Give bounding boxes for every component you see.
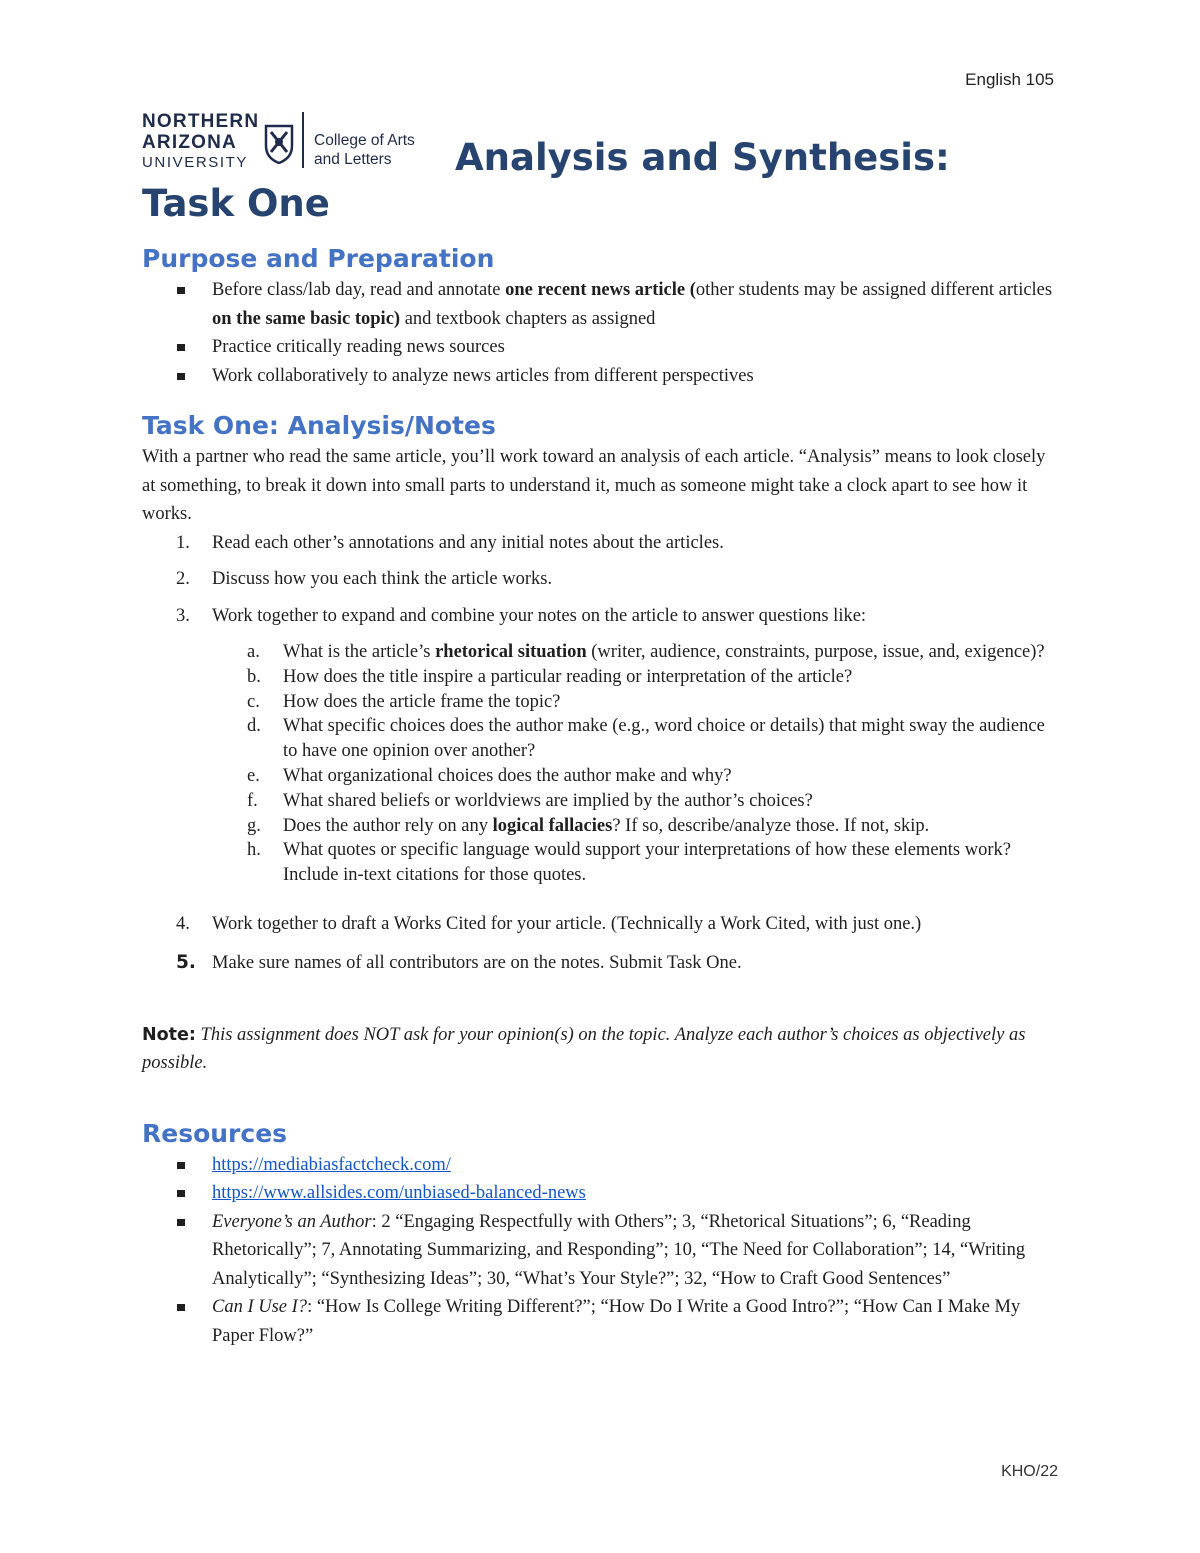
question-a-post: (writer, audience, constraints, purpose, issue, and, exigence)? xyxy=(586,642,1045,662)
question-text: What organizational choices does the author make and why? xyxy=(283,765,732,786)
resource-item-allsides xyxy=(212,1179,1062,1208)
resources-heading: Resources xyxy=(142,1118,288,1148)
question-letter: c. xyxy=(247,691,260,712)
note-paragraph xyxy=(142,1021,1062,1078)
task-step-2 xyxy=(176,565,1062,594)
question-f xyxy=(247,789,1062,814)
step-number: 5. xyxy=(176,952,196,974)
step-number: 4. xyxy=(176,913,190,934)
task-intro: With a partner who read the same article, you’ll work toward an analysis of each article. “Analysis” means to look closely at something, to break it down into small parts to understand it, much as someone might take a clock apart to see how it works. xyxy=(142,447,1046,524)
question-g-post: ? If so, describe/analyze those. If not, skip. xyxy=(612,815,930,836)
question-list xyxy=(212,640,1062,888)
step-text: Discuss how you each think the article works. xyxy=(212,569,553,589)
step-text: Work together to expand and combine your notes on the article to answer questions like: xyxy=(212,605,867,626)
question-text: What shared beliefs or worldviews are implied by the author’s choices? xyxy=(283,790,813,811)
question-g-pre: Does the author rely on any xyxy=(283,815,493,836)
question-c xyxy=(247,690,1062,715)
question-e xyxy=(247,764,1062,789)
resource-item-mediabias xyxy=(212,1151,1062,1180)
question-letter: h. xyxy=(247,840,261,861)
resources-list xyxy=(142,1151,1062,1351)
question-a xyxy=(247,640,1062,665)
question-letter: d. xyxy=(247,716,261,737)
step-number: 1. xyxy=(176,532,190,553)
step-number: 2. xyxy=(176,569,190,589)
resource-item-can-i-use-i xyxy=(212,1293,1062,1350)
task-step-3 xyxy=(176,602,1062,888)
course-label: English 105 xyxy=(965,70,1054,89)
step-number: 3. xyxy=(176,605,190,626)
college-line-1: College of Arts xyxy=(314,132,415,149)
resource-chapters: : “How Is College Writing Different?”; “How Do I Write a Good Intro?”; “How Can I Make My Paper Flow?” xyxy=(212,1297,1021,1346)
purpose-list xyxy=(142,276,1062,390)
note-label: Note: xyxy=(142,1024,196,1045)
question-g xyxy=(247,814,1062,839)
step-text: Make sure names of all contributors are on the notes. Submit Task One. xyxy=(212,953,742,974)
question-b xyxy=(247,665,1062,690)
step-text: Work together to draft a Works Cited for your article. (Technically a Work Cited, with just one.) xyxy=(212,913,922,934)
question-text: How does the article frame the topic? xyxy=(283,691,561,712)
question-text: What quotes or specific language would support your interpretations of how these elements work? Include in-text citations for those quotes. xyxy=(283,840,1011,886)
task-heading: Task One: Analysis/Notes xyxy=(142,411,496,440)
task-step-4 xyxy=(176,910,1062,939)
question-a-pre: What is the article’s xyxy=(283,642,436,662)
question-a-bold: rhetorical situation xyxy=(435,642,587,662)
document-body xyxy=(142,242,1062,1350)
purpose-item-collaborate: Work collaboratively to analyze news articles from different perspectives xyxy=(212,362,1062,391)
question-letter: b. xyxy=(247,666,261,687)
logo-wordmark xyxy=(142,112,259,170)
question-text: What specific choices does the author make (e.g., word choice or details) that might sway the audience to have one opinion over another? xyxy=(283,716,1045,762)
resource-item-everyones-an-author xyxy=(212,1208,1062,1294)
purpose-item-read-post: and textbook chapters as assigned xyxy=(400,308,656,329)
resource-book-title: Everyone’s an Author xyxy=(212,1211,372,1232)
task-steps xyxy=(142,529,1062,978)
step-text: Read each other’s annotations and any initial notes about the articles. xyxy=(212,532,724,553)
logo-line-arizona: ARIZONA xyxy=(142,132,237,153)
university-seal-icon xyxy=(264,124,294,164)
question-letter: f. xyxy=(247,790,258,811)
page-title-line-2: Task One xyxy=(142,182,330,225)
purpose-item-read-mid: other students may be assigned different articles xyxy=(695,280,1053,300)
mediabiasfactcheck-link[interactable]: https://mediabiasfactcheck.com/ xyxy=(212,1154,451,1175)
question-h xyxy=(247,838,1062,888)
logo-line-university: UNIVERSITY xyxy=(142,154,249,171)
purpose-item-read xyxy=(212,276,1062,333)
logo-line-northern: NORTHERN xyxy=(142,111,260,132)
purpose-heading: Purpose and Preparation xyxy=(142,244,495,273)
purpose-item-read-pre: Before class/lab day, read and annotate xyxy=(212,280,506,300)
purpose-item-practice: Practice critically reading news sources xyxy=(212,333,1062,362)
resource-book-title: Can I Use I? xyxy=(212,1297,308,1318)
question-text: How does the title inspire a particular reading or interpretation of the article? xyxy=(283,666,853,687)
question-letter: e. xyxy=(247,765,260,786)
question-letter: g. xyxy=(247,815,261,836)
allsides-link[interactable]: https://www.allsides.com/unbiased-balanced-news xyxy=(212,1183,586,1204)
task-step-1 xyxy=(176,529,1062,558)
question-letter: a. xyxy=(247,642,260,662)
task-step-5 xyxy=(176,949,1062,978)
purpose-item-read-bold-topic: on the same basic topic) xyxy=(212,308,401,329)
question-g-bold: logical fallacies xyxy=(492,815,613,836)
resource-chapters: : 2 “Engaging Respectfully with Others”; 3, “Rhetorical Situations”; 6, “Reading Rhetorically”; 7, Annotating Summarizing, and Responding”; 10, “The Need for Collaboration”; 14, “Writing Analytically”; “Synthesizing Ideas”; 30, “What’s Your Style?”; 32, “How to Craft Good Sentences” xyxy=(212,1211,1026,1289)
note-text: This assignment does NOT ask for your opinion(s) on the topic. Analyze each author’s choices as objectively as possible. xyxy=(142,1024,1026,1074)
logo-divider xyxy=(302,112,304,168)
page-title-line-1: Analysis and Synthesis: xyxy=(455,136,950,179)
college-name xyxy=(314,132,415,169)
question-d xyxy=(247,714,1062,764)
footer-code: KHO/22 xyxy=(1001,1463,1058,1480)
college-line-2: and Letters xyxy=(314,150,392,168)
university-logo xyxy=(142,112,432,170)
purpose-item-read-bold-article: one recent news article ( xyxy=(505,280,696,300)
